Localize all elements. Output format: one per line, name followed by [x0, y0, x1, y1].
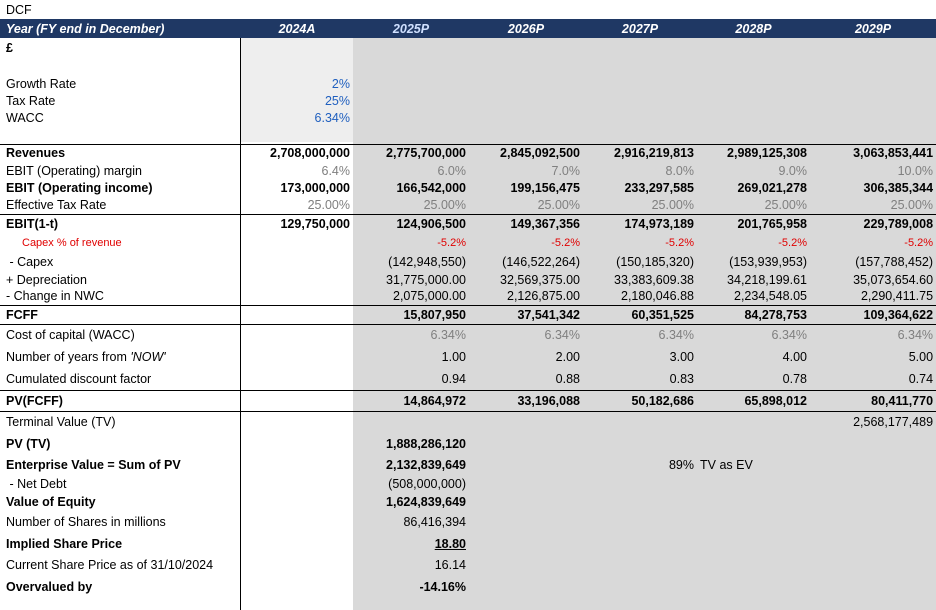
row-label: - Capex: [6, 255, 54, 269]
cell[interactable]: 2,775,700,000: [353, 144, 469, 162]
year-2029p: 2029P: [810, 19, 936, 38]
row-label: [0, 346, 241, 368]
ebit-margin-row: [0, 162, 936, 179]
net-debt-row: [0, 475, 936, 493]
row-label: Cumulated discount factor: [6, 371, 152, 386]
assumption-row: [0, 92, 936, 109]
assumption-value[interactable]: 2%: [331, 76, 350, 91]
row-label: Overvalued by: [6, 579, 93, 594]
cell[interactable]: 25.00%: [537, 198, 580, 213]
cell[interactable]: 1,888,286,120: [386, 436, 466, 451]
cell[interactable]: -5.2%: [904, 237, 934, 249]
sheet-title: DCF: [6, 2, 32, 17]
cell[interactable]: 269,021,278: [737, 181, 807, 195]
cell[interactable]: -5.2%: [665, 237, 694, 249]
cell[interactable]: 6.4%: [321, 163, 350, 178]
cell[interactable]: 7.0%: [551, 163, 580, 178]
discount-row: [0, 368, 936, 390]
row-label: Enterprise Value = Sum of PV: [6, 457, 181, 472]
row-label: - Change in NWC: [6, 289, 104, 304]
years-now-row: [0, 346, 936, 368]
cell[interactable]: 109,364,622: [810, 305, 936, 324]
cell[interactable]: 60,351,525: [583, 305, 697, 324]
equity-row: [0, 493, 936, 511]
year-2028p: 2028P: [697, 19, 810, 38]
cell[interactable]: 33,196,088: [469, 390, 583, 411]
year-2025p: 2025P: [353, 19, 469, 38]
tv-note: TV as EV: [700, 457, 753, 472]
cell[interactable]: 2,916,219,813: [583, 144, 697, 162]
cell[interactable]: 14,864,972: [353, 390, 469, 411]
nwc-row: [0, 288, 936, 305]
header-row: [0, 19, 936, 38]
cell[interactable]: 35,073,654.60: [853, 272, 934, 287]
cell[interactable]: 84,278,753: [697, 305, 810, 324]
cell[interactable]: (146,522,264): [502, 255, 580, 269]
cell[interactable]: 0.74: [908, 371, 934, 386]
cell[interactable]: 25.00%: [651, 198, 694, 213]
implied-price-row: [0, 533, 936, 554]
pv-tv-row: [0, 433, 936, 454]
fcff-row: [0, 305, 936, 324]
row-label: Current Share Price as of 31/10/2024: [6, 558, 214, 572]
cell[interactable]: 2,568,177,489: [810, 411, 936, 433]
cell[interactable]: 18.80: [434, 536, 466, 551]
cell[interactable]: 201,765,958: [697, 214, 810, 233]
current-price-row: [0, 554, 936, 576]
wacc-row: [0, 324, 936, 346]
cell[interactable]: 2,132,839,649: [386, 457, 466, 472]
cell[interactable]: 25.00%: [423, 198, 466, 213]
assumption-label: Tax Rate: [6, 93, 56, 108]
row-label: - Net Debt: [6, 477, 67, 491]
cell[interactable]: 0.78: [782, 371, 807, 386]
cell[interactable]: -14.16%: [419, 579, 466, 594]
capex-pct-row: [0, 233, 936, 253]
cell[interactable]: (142,948,550): [388, 255, 466, 269]
cell[interactable]: 166,542,000: [396, 181, 466, 195]
cell[interactable]: 5.00: [908, 350, 934, 364]
depreciation-row: [0, 271, 936, 288]
year-2024a: 2024A: [241, 19, 353, 38]
cell[interactable]: 173,000,000: [280, 181, 350, 195]
row-label: Cost of capital (WACC): [0, 324, 241, 346]
cell[interactable]: 3,063,853,441: [810, 144, 936, 162]
cell[interactable]: 2,126,875.00: [507, 289, 580, 304]
row-label: EBIT (Operating income): [6, 181, 153, 195]
row-label-emphasis: 'NOW': [130, 350, 166, 364]
cell[interactable]: 6.0%: [437, 163, 466, 178]
row-label: Terminal Value (TV): [0, 411, 241, 433]
cell[interactable]: 50,182,686: [583, 390, 697, 411]
cell[interactable]: -5.2%: [551, 237, 580, 249]
cell[interactable]: 33,383,609.38: [614, 272, 694, 287]
row-label: EBIT (Operating) margin: [6, 163, 142, 178]
ebit-row: [0, 179, 936, 197]
column-divider: [240, 38, 241, 610]
row-label: Capex % of revenue: [22, 237, 122, 249]
cell[interactable]: (153,939,953): [729, 255, 807, 269]
assumption-value[interactable]: 6.34%: [314, 110, 350, 125]
ev-row: [0, 454, 936, 475]
cell[interactable]: 2,234,548.05: [734, 289, 807, 304]
cell[interactable]: 306,385,344: [863, 181, 934, 195]
cell[interactable]: 2,989,125,308: [697, 144, 810, 162]
tv-pct-cell[interactable]: 89%: [668, 457, 694, 472]
cell[interactable]: 4.00: [782, 350, 807, 364]
overvalued-row: [0, 576, 936, 597]
cell[interactable]: 6.34%: [583, 324, 697, 346]
cell[interactable]: 149,367,356: [469, 214, 583, 233]
cell[interactable]: (150,185,320): [616, 255, 694, 269]
cell[interactable]: 3.00: [669, 350, 694, 364]
ebit1t-row: [0, 214, 936, 233]
cell[interactable]: (157,788,452): [855, 255, 934, 269]
cell[interactable]: 199,156,475: [510, 181, 580, 195]
cell[interactable]: 6.34%: [697, 324, 810, 346]
year-2027p: 2027P: [583, 19, 697, 38]
cell[interactable]: 37,541,342: [469, 305, 583, 324]
cell[interactable]: 0.83: [669, 371, 694, 386]
row-label: Revenues: [0, 144, 241, 162]
row-label: EBIT(1-t): [0, 214, 241, 233]
cell[interactable]: 233,297,585: [624, 181, 694, 195]
cell[interactable]: (508,000,000): [388, 477, 466, 491]
currency-label: £: [6, 40, 13, 55]
cell[interactable]: 31,775,000.00: [386, 272, 466, 287]
year-2026p: 2026P: [469, 19, 583, 38]
assumption-row: [0, 109, 936, 126]
cell[interactable]: 1.00: [441, 350, 466, 364]
cell[interactable]: 80,411,770: [810, 390, 936, 411]
row-label: + Depreciation: [6, 272, 87, 287]
cell[interactable]: 32,569,375.00: [500, 272, 580, 287]
cell[interactable]: 6.34%: [810, 324, 936, 346]
cell[interactable]: 1,624,839,649: [386, 495, 466, 509]
assumption-row: [0, 75, 936, 92]
cell[interactable]: 0.94: [441, 371, 466, 386]
tax-rate-row: [0, 197, 936, 214]
row-label: Value of Equity: [6, 495, 96, 509]
cell[interactable]: 229,789,008: [810, 214, 936, 233]
header-label: Year (FY end in December): [0, 19, 241, 38]
cell[interactable]: 0.88: [555, 371, 580, 386]
pv-fcff-row: [0, 390, 936, 411]
cell[interactable]: 2,180,046.88: [621, 289, 694, 304]
shares-row: [0, 511, 936, 533]
cell[interactable]: 174,973,189: [583, 214, 697, 233]
cell[interactable]: 15,807,950: [353, 305, 469, 324]
assumption-value[interactable]: 25%: [324, 93, 350, 108]
cell[interactable]: 129,750,000: [241, 214, 353, 233]
row-label: Effective Tax Rate: [6, 198, 107, 213]
cell[interactable]: 8.0%: [665, 163, 694, 178]
cell[interactable]: 16.14: [434, 558, 466, 572]
row-label: PV (TV): [6, 436, 51, 451]
cell[interactable]: 25.00%: [307, 198, 350, 213]
tv-row: [0, 411, 936, 433]
cell[interactable]: 124,906,500: [353, 214, 469, 233]
cell[interactable]: 6.34%: [353, 324, 469, 346]
cell[interactable]: 25.00%: [764, 198, 807, 213]
cell[interactable]: 2.00: [555, 350, 580, 364]
capex-row: [0, 253, 936, 271]
cell[interactable]: 6.34%: [469, 324, 583, 346]
cell[interactable]: 25.00%: [890, 198, 934, 213]
row-label: Number of Shares in millions: [6, 515, 166, 529]
cell[interactable]: 65,898,012: [697, 390, 810, 411]
row-label: Implied Share Price: [6, 536, 123, 551]
cell[interactable]: 2,708,000,000: [241, 144, 353, 162]
assumption-label: Growth Rate: [6, 76, 77, 91]
cell[interactable]: 9.0%: [778, 163, 807, 178]
row-label: FCFF: [0, 305, 241, 324]
cell[interactable]: 10.0%: [897, 163, 934, 178]
row-label: PV(FCFF): [0, 390, 241, 411]
cell[interactable]: 2,075,000.00: [393, 289, 466, 304]
cell[interactable]: 2,845,092,500: [469, 144, 583, 162]
cell[interactable]: 2,290,411.75: [860, 289, 934, 304]
cell[interactable]: -5.2%: [778, 237, 807, 249]
row-label-text: Number of years from: [6, 350, 131, 364]
revenues-row: [0, 144, 936, 162]
cell[interactable]: 86,416,394: [403, 515, 466, 529]
cell[interactable]: -5.2%: [437, 237, 466, 249]
cell[interactable]: 34,218,199.61: [727, 272, 807, 287]
assumption-label: WACC: [6, 110, 44, 125]
